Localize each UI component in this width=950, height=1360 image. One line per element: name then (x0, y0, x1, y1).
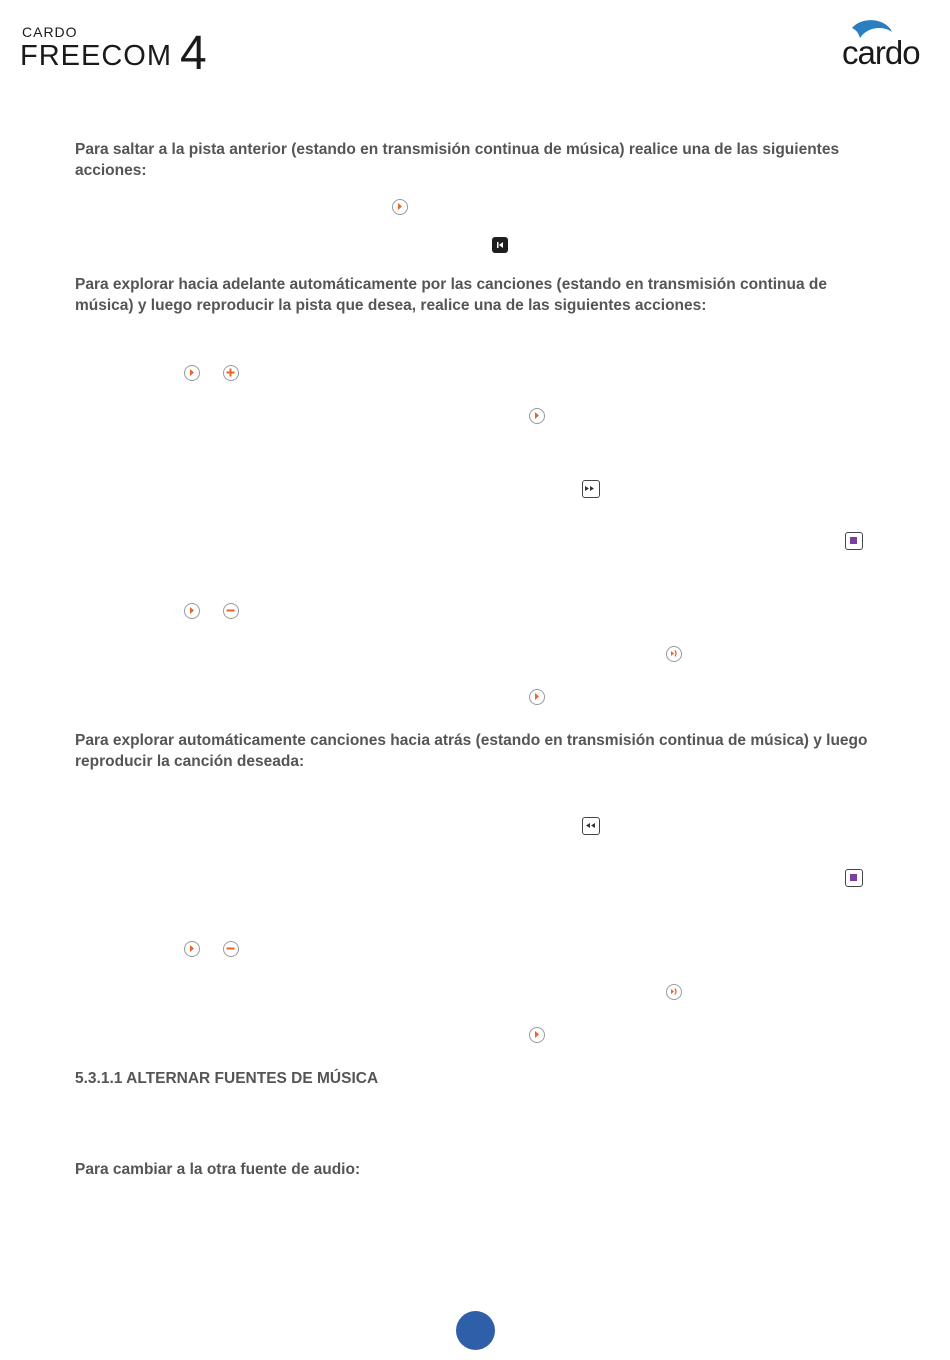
volume-down-icon (223, 941, 239, 957)
paragraph-previous-track: Para saltar a la pista anterior (estando en transmisión continua de música) realice una de las siguientes acciones: (75, 141, 840, 179)
stop-icon (845, 869, 863, 887)
brand-model-label: FREECOM (20, 40, 172, 72)
voice-button-icon (666, 646, 682, 662)
rewind-icon (582, 817, 600, 835)
phone-button-icon (529, 1027, 545, 1043)
paragraph-switch-source: Para cambiar a la otra fuente de audio: (75, 1161, 361, 1178)
brand-small-label: CARDO (22, 24, 78, 40)
brand-number-label: 4 (180, 27, 207, 80)
phone-button-icon (184, 365, 200, 381)
phone-button-icon (392, 199, 408, 215)
phone-button-icon (184, 941, 200, 957)
phone-button-icon (529, 408, 545, 424)
phone-button-icon (184, 603, 200, 619)
voice-button-icon (666, 984, 682, 1000)
phone-button-icon (529, 689, 545, 705)
paragraph-scan-forward: Para explorar hacia adelante automáticamente por las canciones (estando en transmisión continua de música) y luego reproducir la pista que desea, realice una de las siguientes acciones: (75, 276, 827, 314)
page-indicator-dot (456, 1311, 495, 1350)
section-heading: 5.3.1.1 ALTERNAR FUENTES DE MÚSICA (75, 1070, 379, 1087)
cardo-logo-text: cardo (842, 34, 920, 71)
paragraph-scan-backward: Para explorar automáticamente canciones hacia atrás (estando en transmisión continua de música) y luego reproducir la canción deseada: (75, 732, 868, 770)
fast-forward-icon (582, 480, 600, 498)
cardo-logo (840, 16, 930, 72)
volume-up-icon (223, 365, 239, 381)
volume-down-icon (223, 603, 239, 619)
previous-track-icon (492, 237, 508, 253)
stop-icon (845, 532, 863, 550)
